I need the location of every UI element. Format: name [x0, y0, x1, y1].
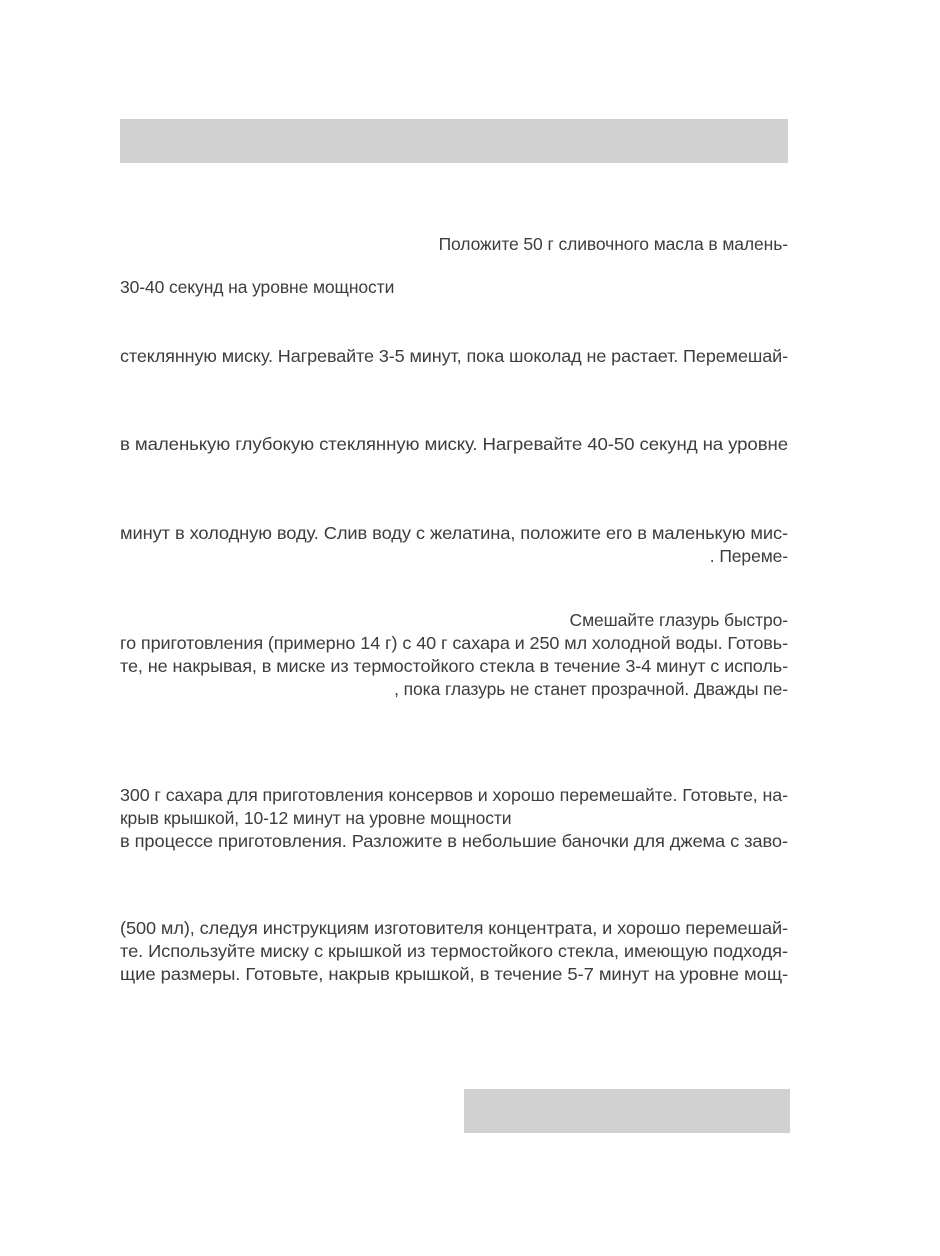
text-line: Смешайте глазурь быстро-	[569, 610, 788, 630]
text-line: те. Используйте миску с крышкой из термостойкого стекла, имеющую подходя-	[120, 941, 788, 961]
text-line: в маленькую глубокую стеклянную миску. Нагревайте 40-50 секунд на уровне	[120, 434, 789, 454]
footer-image-placeholder	[464, 1089, 790, 1133]
text-line: крыв крышкой, 10-12 минут на уровне мощности	[120, 808, 512, 828]
text-line: щие размеры. Готовьте, накрыв крышкой, в течение 5-7 минут на уровне мощ-	[120, 964, 788, 984]
text-line: в процессе приготовления. Разложите в небольшие баночки для джема с заво-	[120, 831, 788, 851]
recipe-text-block	[120, 0, 788, 1256]
text-line: Положите 50 г сливочного масла в малень-	[438, 234, 788, 254]
text-line: , пока глазурь не станет прозрачной. Дважды пе-	[394, 679, 788, 699]
text-line: 300 г сахара для приготовления консервов и хорошо перемешайте. Готовьте, на-	[120, 785, 788, 805]
text-line: минут в холодную воду. Слив воду с желатина, положите его в маленькую мис-	[120, 523, 788, 543]
text-line: го приготовления (примерно 14 г) с 40 г сахара и 250 мл холодной воды. Готовь-	[120, 633, 788, 653]
text-line: (500 мл), следуя инструкциям изготовителя концентрата, и хорошо перемешай-	[120, 918, 788, 938]
text-line: . Переме-	[709, 546, 788, 566]
text-line: стеклянную миску. Нагревайте 3-5 минут, пока шоколад не растает. Перемешай-	[120, 346, 788, 366]
text-line: 30-40 секунд на уровне мощности	[120, 277, 395, 297]
text-line: те, не накрывая, в миске из термостойкого стекла в течение 3-4 минут с исполь-	[120, 656, 788, 676]
